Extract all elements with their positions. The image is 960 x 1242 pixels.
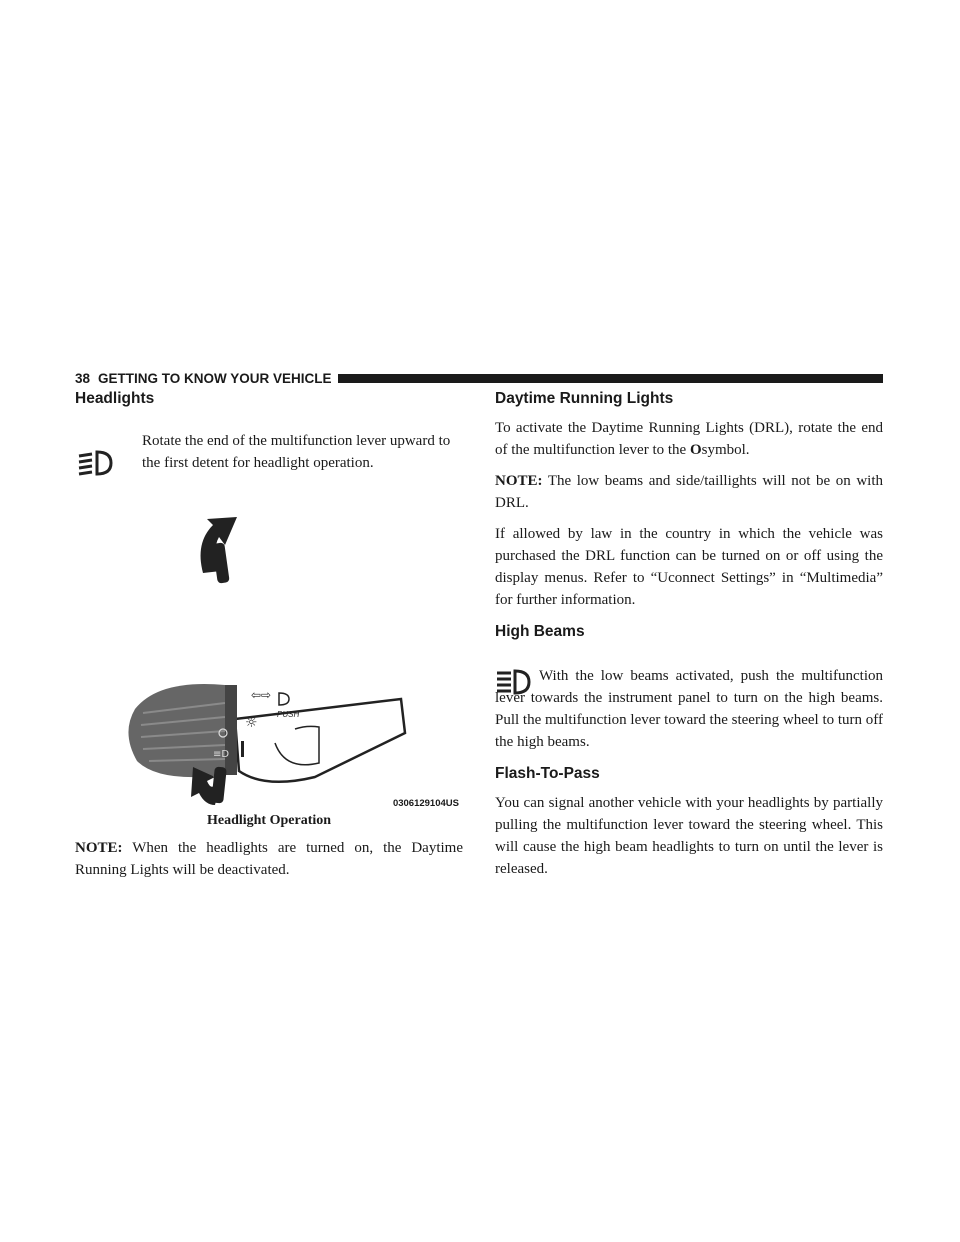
high-beams-heading: High Beams — [495, 623, 585, 640]
page-header — [75, 369, 883, 387]
headlights-body: Rotate the end of the multifunction lever upward to the first detent for headlight operation. — [142, 433, 451, 471]
headlights-heading: Headlights — [75, 390, 155, 407]
section-title: GETTING TO KNOW YOUR VEHICLE — [98, 370, 332, 386]
headlight-operation-figure — [75, 513, 463, 809]
drl-paragraph — [495, 417, 883, 461]
note-label: NOTE: — [75, 840, 123, 856]
drl-note — [495, 470, 883, 514]
drl-text-end: symbol. — [701, 442, 750, 458]
drl-heading: Daytime Running Lights — [495, 390, 674, 407]
figure-code: 0306129104US — [392, 798, 459, 809]
drl-symbol: O — [689, 442, 702, 458]
header-rule — [338, 374, 883, 383]
headlight-icon — [75, 448, 125, 483]
left-column — [75, 390, 463, 881]
drl-settings-paragraph: If allowed by law in the country in which the vehicle was purchased the DRL function can be turned on or off using the display menus. Refer to “Uconnect Settings” in “Multimedia” for further information. — [495, 526, 883, 608]
flash-to-pass-body: You can signal another vehicle with your headlights by partially pulling the multifunction lever toward the steering wheel. This will cause the high beam headlights to turn on until the lever is released. — [495, 795, 883, 877]
svg-text:≡D: ≡D — [213, 749, 230, 760]
high-beams-body — [495, 665, 883, 753]
page-number: 38 — [75, 370, 91, 386]
lever-illustration — [75, 513, 463, 809]
drl-note-label: NOTE: — [495, 473, 543, 489]
headlights-note — [75, 837, 463, 881]
high-beam-icon — [495, 669, 531, 700]
svg-text:⇦⇨: ⇦⇨ — [251, 688, 272, 702]
drl-note-text: The low beams and side/taillights will not be on with DRL. — [495, 473, 883, 511]
headlights-intro — [75, 430, 463, 483]
svg-text:PUSH: PUSH — [277, 710, 300, 719]
high-beams-text: With the low beams activated, push the multifunction lever towards the instrument panel to turn on the high beams. Pull the multifunction lever toward the steering wheel to turn off the high beams. — [495, 668, 883, 750]
rotate-up-arrow-icon — [201, 517, 237, 584]
flash-to-pass-heading: Flash-To-Pass — [495, 765, 600, 782]
right-column — [495, 390, 883, 880]
figure-caption: Headlight Operation — [206, 813, 332, 828]
high-beams-section — [495, 665, 883, 753]
note-text: When the headlights are turned on, the Daytime Running Lights will be deactivated. — [75, 840, 463, 878]
svg-text:☼: ☼ — [245, 715, 258, 731]
drl-text-part: To activate the Daytime Running Lights (DRL), rotate the end of the multifunction lever to the — [495, 420, 883, 458]
